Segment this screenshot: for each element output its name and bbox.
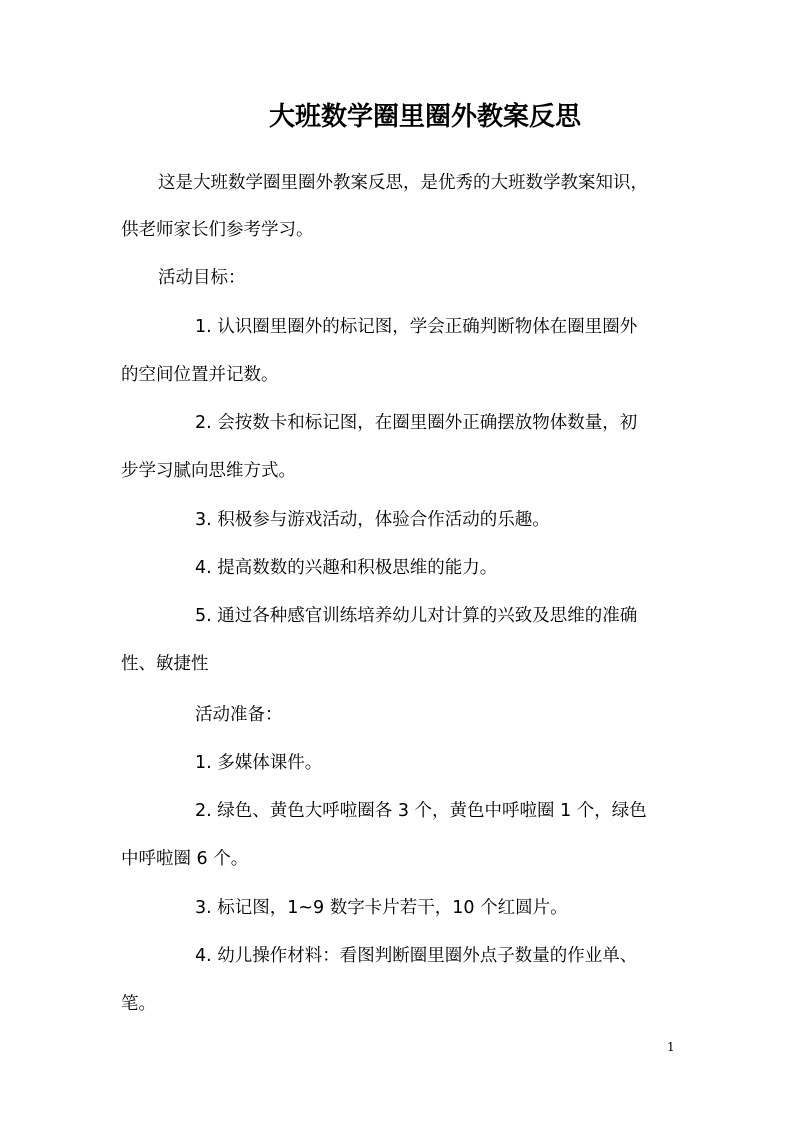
goal-5-line-1: 5. 通过各种感官训练培养幼儿对计算的兴致及思维的准确 xyxy=(195,606,638,626)
prep-3: 3. 标记图，1~9 数字卡片若干，10 个红圆片。 xyxy=(195,898,568,918)
goal-4: 4. 提高数数的兴趣和积极思维的能力。 xyxy=(195,558,498,578)
goal-3: 3. 积极参与游戏活动，体验合作活动的乐趣。 xyxy=(195,510,550,530)
goal-5-line-2: 性、敏捷性 xyxy=(121,654,209,674)
goal-1-line-1: 1. 认识圈里圈外的标记图，学会正确判断物体在圈里圈外 xyxy=(195,317,638,337)
section-heading-preparation: 活动准备： xyxy=(195,705,283,725)
prep-2-line-2: 中呼啦圈 6 个。 xyxy=(121,849,249,869)
paragraph-intro-line-1: 这是大班数学圈里圈外教案反思，是优秀的大班数学教案知识， xyxy=(158,173,648,193)
goal-2-line-1: 2. 会按数卡和标记图，在圈里圈外正确摆放物体数量，初 xyxy=(195,413,638,433)
document-title: 大班数学圈里圈外教案反思 xyxy=(268,102,581,132)
goal-2-line-2: 步学习腻向思维方式。 xyxy=(121,461,296,481)
goal-1-line-2: 的空间位置并记数。 xyxy=(121,365,279,385)
paragraph-intro-line-2: 供老师家长们参考学习。 xyxy=(121,220,314,240)
prep-2-line-1: 2. 绿色、黄色大呼啦圈各 3 个，黄色中呼啦圈 1 个，绿色 xyxy=(195,801,647,821)
prep-1: 1. 多媒体课件。 xyxy=(195,753,323,773)
page-number: 1 xyxy=(667,1040,675,1054)
prep-4-line-1: 4. 幼儿操作材料：看图判断圈里圈外点子数量的作业单、 xyxy=(195,946,638,966)
prep-4-line-2: 笔。 xyxy=(121,994,156,1014)
section-heading-goals: 活动目标： xyxy=(158,268,246,288)
